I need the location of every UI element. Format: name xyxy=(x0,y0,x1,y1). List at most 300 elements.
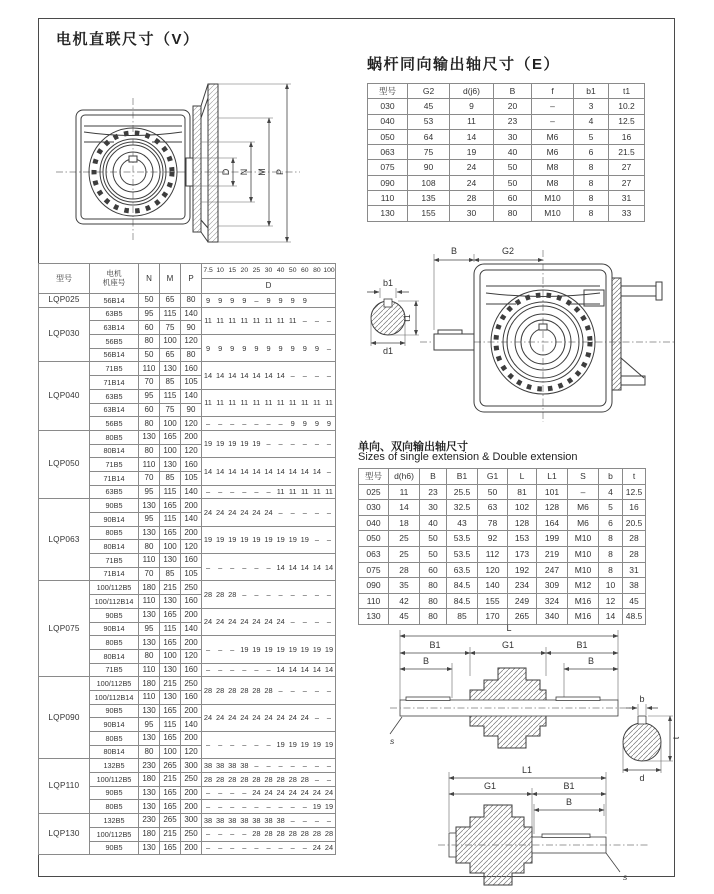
ext-table-header: B xyxy=(420,469,447,485)
d-value: – xyxy=(278,418,283,428)
worm-table-cell: 110 xyxy=(368,191,408,206)
d-value: – xyxy=(218,829,223,839)
worm-table-cell: 063 xyxy=(368,145,408,160)
worm-table-cell: M6 xyxy=(532,145,574,160)
dim-cell: 80 xyxy=(181,348,202,362)
d-value: – xyxy=(218,418,223,428)
d-value: – xyxy=(326,761,332,771)
dim-cell: 250 xyxy=(181,677,202,691)
d-value: 100 xyxy=(323,266,335,274)
worm-table-cell: 30 xyxy=(494,129,532,144)
d-value: 11 xyxy=(288,316,297,326)
d-value: 19 xyxy=(228,439,237,449)
d-value: 14 xyxy=(324,665,334,675)
dim-cell: 130 xyxy=(139,786,160,800)
d-values-cell xyxy=(202,800,336,814)
d-value: 9 xyxy=(278,295,283,305)
worm-table-cell: M8 xyxy=(532,175,574,190)
d-value: – xyxy=(242,843,247,853)
d-value: – xyxy=(254,665,259,675)
dim-cell: 215 xyxy=(160,581,181,595)
d-value: 19 xyxy=(216,535,225,545)
d-value: – xyxy=(205,562,211,572)
dim-cell: 265 xyxy=(160,759,181,773)
dim-cell: 230 xyxy=(139,814,160,828)
ext-table-cell: 25 xyxy=(389,531,420,547)
dim-cell: 200 xyxy=(181,786,202,800)
d-value: – xyxy=(302,815,307,825)
d-value: 38 xyxy=(228,815,237,825)
d-value: 11 xyxy=(313,487,321,497)
d-value: – xyxy=(326,774,332,784)
ext-table-cell: 128 xyxy=(537,500,568,516)
dim-cell: 85 xyxy=(160,567,181,581)
d-value: 25 xyxy=(252,266,261,274)
d-value: 9 xyxy=(314,343,319,353)
ext-table-cell: 42 xyxy=(389,593,420,609)
dim-cell: 160 xyxy=(181,690,202,704)
worm-table-cell: 050 xyxy=(368,129,408,144)
d-value: 9 xyxy=(302,295,307,305)
d-value: – xyxy=(290,761,295,771)
ext-table-cell: 249 xyxy=(508,593,537,609)
ext-table-cell: 16 xyxy=(623,500,646,516)
ext-table-cell: 28 xyxy=(623,546,646,562)
d-value: 9 xyxy=(218,343,223,353)
ext-table-cell: 199 xyxy=(537,531,568,547)
worm-table-cell: M8 xyxy=(532,160,574,175)
d-value: 14 xyxy=(252,466,261,476)
table-row xyxy=(368,129,645,144)
d-value: 24 xyxy=(288,713,297,723)
ext-table-cell: M10 xyxy=(568,546,599,562)
d-value: 14 xyxy=(216,466,225,476)
d-value: 9 xyxy=(302,418,307,428)
leader-label-s-double: s xyxy=(390,736,395,746)
worm-table-cell: 8 xyxy=(574,175,609,190)
ext-table-cell: 53.5 xyxy=(447,546,478,562)
d-value: 9 xyxy=(205,343,211,353)
ext-table-cell: 173 xyxy=(508,546,537,562)
dim-cell: 120 xyxy=(181,540,202,554)
d-value: – xyxy=(290,370,295,380)
ext-table-header: 型号 xyxy=(359,469,389,485)
d-value: 24 xyxy=(252,507,261,517)
d-value: 19 xyxy=(324,802,334,812)
d-value: – xyxy=(266,418,271,428)
d-value: – xyxy=(218,802,223,812)
d-values-cell xyxy=(202,389,336,416)
frame-cell: 90B14 xyxy=(90,718,139,732)
d-value: 11 xyxy=(228,398,237,408)
worm-table-cell: 75 xyxy=(408,145,450,160)
dim-cell: 160 xyxy=(181,595,202,609)
model-cell: LQP075 xyxy=(39,581,90,677)
d-value: 11 xyxy=(264,398,273,408)
worm-output-shaft-table xyxy=(367,83,645,222)
d-value: 11 xyxy=(216,316,224,326)
d-value: 20 xyxy=(240,266,249,274)
d-value: – xyxy=(278,761,283,771)
dim-cell: 115 xyxy=(160,307,181,321)
d-values-cell xyxy=(202,732,336,759)
d-value: 19 xyxy=(228,535,237,545)
frame-cell: 90B14 xyxy=(90,513,139,527)
ext-table-cell: 45 xyxy=(389,609,420,625)
dim-cell: 130 xyxy=(139,608,160,622)
dim-label-b1-left: B1 xyxy=(429,640,441,650)
d-value: 11 xyxy=(288,487,297,497)
d-value: 24 xyxy=(216,713,225,723)
ext-table-cell: 28 xyxy=(389,562,420,578)
d-values-cell xyxy=(202,608,336,635)
ext-table-cell: M6 xyxy=(568,515,599,531)
worm-table-header: t1 xyxy=(609,84,645,99)
dim-cell: 65 xyxy=(160,348,181,362)
worm-table-cell: 19 xyxy=(450,145,494,160)
d-value: – xyxy=(314,316,319,326)
worm-table-cell: M10 xyxy=(532,191,574,206)
d-value: 24 xyxy=(240,713,249,723)
d-value: 9 xyxy=(290,343,295,353)
d-value: 24 xyxy=(203,617,213,627)
d-value: 28 xyxy=(203,685,213,695)
d-value: – xyxy=(326,507,332,517)
worm-table-cell: 030 xyxy=(368,99,408,114)
d-value: 11 xyxy=(228,316,237,326)
table-row xyxy=(359,562,646,578)
ext-table-cell: 153 xyxy=(508,531,537,547)
frame-cell: 100/112B5 xyxy=(90,581,139,595)
d-value: – xyxy=(302,370,307,380)
d-value: – xyxy=(205,644,211,654)
dim-cell: 130 xyxy=(160,595,181,609)
dim-label-b-left: B xyxy=(422,656,430,666)
d-value: 14 xyxy=(216,370,225,380)
dim-cell: 75 xyxy=(160,403,181,417)
d-value: 9 xyxy=(218,295,223,305)
d-value: 60 xyxy=(301,266,309,274)
d-value: – xyxy=(314,761,319,771)
d-value: – xyxy=(266,487,271,497)
dim-cell: 110 xyxy=(139,690,160,704)
dim-cell: 200 xyxy=(181,841,202,855)
dim-cell: 70 xyxy=(139,376,160,390)
d-value: 19 xyxy=(312,740,321,750)
d-value: 19 xyxy=(276,535,285,545)
dim-cell: 130 xyxy=(160,362,181,376)
d-value: – xyxy=(302,507,307,517)
d-value: – xyxy=(314,589,319,599)
d-value: 24 xyxy=(216,617,225,627)
d-value: 11 xyxy=(216,398,224,408)
dim-cell: 230 xyxy=(139,759,160,773)
dim-cell: 300 xyxy=(181,759,202,773)
d-value: 24 xyxy=(240,507,249,517)
d-value: 9 xyxy=(242,343,247,353)
d-value: 11 xyxy=(300,487,309,497)
dim-cell: 200 xyxy=(181,732,202,746)
d-values-cell xyxy=(202,581,336,608)
ext-table-cell: 050 xyxy=(359,531,389,547)
dim-label-b-right: B xyxy=(587,656,595,666)
d-value: 80 xyxy=(313,266,321,274)
frame-cell: 100/112B5 xyxy=(90,827,139,841)
d-value: 9 xyxy=(290,295,295,305)
d-value: 9 xyxy=(278,343,283,353)
d-value: – xyxy=(314,535,319,545)
ext-table-cell: M10 xyxy=(568,562,599,578)
d-value: 28 xyxy=(240,774,249,784)
worm-table-cell: 53 xyxy=(408,114,450,129)
dim-cell: 110 xyxy=(139,595,160,609)
dim-cell: 200 xyxy=(181,526,202,540)
dim-cell: 215 xyxy=(160,773,181,787)
dim-cell: 90 xyxy=(181,403,202,417)
d-value: – xyxy=(314,617,319,627)
ext-table-cell: 12.5 xyxy=(623,484,646,500)
ext-table-cell: 80 xyxy=(420,593,447,609)
dim-cell: 115 xyxy=(160,513,181,527)
d-value: 11 xyxy=(252,316,261,326)
d-value: 24 xyxy=(276,617,285,627)
dim-cell: 95 xyxy=(139,513,160,527)
table-row xyxy=(368,114,645,129)
d-values-cell xyxy=(202,485,336,499)
dim-cell: 115 xyxy=(160,485,181,499)
model-cell: LQP030 xyxy=(39,307,90,362)
d-value: 38 xyxy=(252,815,261,825)
worm-table-cell: 45 xyxy=(408,99,450,114)
motor-dimension-table xyxy=(38,263,336,855)
d-values-cell xyxy=(202,759,336,773)
d-value: 19 xyxy=(252,535,261,545)
d-value: 11 xyxy=(300,398,309,408)
dim-cell: 115 xyxy=(160,718,181,732)
dim-cell: 165 xyxy=(160,800,181,814)
d-value: – xyxy=(242,418,247,428)
d-value: – xyxy=(326,370,332,380)
table-row xyxy=(39,430,336,444)
dim-cell: 105 xyxy=(181,376,202,390)
worm-table-cell: 90 xyxy=(408,160,450,175)
d-value: 14 xyxy=(240,466,249,476)
worm-table-cell: 23 xyxy=(494,114,532,129)
d-value: 14 xyxy=(300,562,309,572)
d-value: – xyxy=(326,685,332,695)
d-value: 38 xyxy=(203,761,213,771)
d-values-cell xyxy=(202,636,336,663)
d-value: 28 xyxy=(240,685,249,695)
model-cell: LQP025 xyxy=(39,294,90,308)
ext-table-cell: 28 xyxy=(623,531,646,547)
d-value: – xyxy=(230,562,235,572)
d-value: – xyxy=(205,740,211,750)
ext-table-cell: 130 xyxy=(359,609,389,625)
ext-table-cell: 112 xyxy=(478,546,508,562)
ext-table-cell: 35 xyxy=(389,578,420,594)
dim-cell: 95 xyxy=(139,622,160,636)
worm-table-cell: 16 xyxy=(609,129,645,144)
dim-label-p: P xyxy=(275,168,285,176)
ext-table-cell: 025 xyxy=(359,484,389,500)
worm-table-cell: 11 xyxy=(450,114,494,129)
worm-table-cell: 130 xyxy=(368,206,408,221)
worm-table-cell: 64 xyxy=(408,129,450,144)
d-value: 24 xyxy=(276,713,285,723)
dim-cell: 165 xyxy=(160,786,181,800)
d-value: – xyxy=(278,802,283,812)
dim-cell: 80 xyxy=(139,649,160,663)
d-value: 40 xyxy=(276,266,285,274)
col-header-p: P xyxy=(181,264,202,294)
d-value: – xyxy=(290,815,295,825)
table-row xyxy=(368,160,645,175)
ext-table-cell: 265 xyxy=(508,609,537,625)
table-row xyxy=(39,581,336,595)
d-values-cell xyxy=(202,307,336,334)
d-value: – xyxy=(242,589,247,599)
d-value: 28 xyxy=(264,685,273,695)
dim-cell: 130 xyxy=(139,732,160,746)
ext-table-cell: 075 xyxy=(359,562,389,578)
dim-cell: 80 xyxy=(181,294,202,308)
worm-table-cell: 33 xyxy=(609,206,645,221)
frame-cell: 100/112B5 xyxy=(90,773,139,787)
worm-table-cell: 12.5 xyxy=(609,114,645,129)
ext-table-header: t xyxy=(623,469,646,485)
dim-cell: 130 xyxy=(139,526,160,540)
d-values-cell xyxy=(202,417,336,431)
d-value: 14 xyxy=(228,370,237,380)
d-value: 24 xyxy=(264,617,273,627)
dim-cell: 200 xyxy=(181,636,202,650)
d-value: – xyxy=(302,316,307,326)
frame-cell: 100/112B14 xyxy=(90,690,139,704)
ext-table-cell: 45 xyxy=(623,593,646,609)
col-header-d: D xyxy=(202,279,336,294)
d-value: – xyxy=(254,802,259,812)
dim-cell: 110 xyxy=(139,663,160,677)
ext-table-cell: 6 xyxy=(599,515,623,531)
d-value: 24 xyxy=(264,507,273,517)
d-value: – xyxy=(205,665,211,675)
dim-cell: 130 xyxy=(160,554,181,568)
d-value: 19 xyxy=(252,644,261,654)
ext-table-cell: 063 xyxy=(359,546,389,562)
frame-cell: 63B5 xyxy=(90,307,139,321)
dim-cell: 85 xyxy=(160,471,181,485)
dim-cell: 100 xyxy=(160,540,181,554)
dim-label-g1-single: G1 xyxy=(483,781,497,791)
ext-table-cell: 50 xyxy=(478,484,508,500)
d-value: – xyxy=(242,802,247,812)
worm-table-header: G2 xyxy=(408,84,450,99)
d-value: 11 xyxy=(276,316,285,326)
dim-label-g1: G1 xyxy=(501,640,515,650)
d-value: 24 xyxy=(252,713,261,723)
d-value: – xyxy=(278,589,283,599)
d-value: – xyxy=(230,487,235,497)
d-value: – xyxy=(278,439,283,449)
d-value: – xyxy=(266,740,271,750)
ext-table-cell: 50 xyxy=(420,546,447,562)
worm-table-cell: 8 xyxy=(574,191,609,206)
dim-cell: 160 xyxy=(181,362,202,376)
d-value: 11 xyxy=(288,398,297,408)
dim-cell: 95 xyxy=(139,718,160,732)
dim-label-d-flange: D xyxy=(221,168,231,176)
dim-cell: 130 xyxy=(139,800,160,814)
ext-table-cell: 5 xyxy=(599,500,623,516)
section-e-title: 蜗杆同向输出轴尺寸（E） xyxy=(367,56,561,73)
worm-table-cell: 60 xyxy=(494,191,532,206)
table-row xyxy=(359,515,646,531)
ext-table-cell: 18 xyxy=(389,515,420,531)
d-value: 28 xyxy=(264,829,273,839)
dim-label-l: L xyxy=(506,623,512,633)
dim-label-b-single: B xyxy=(565,797,573,807)
dim-cell: 90 xyxy=(181,321,202,335)
d-value: 19 xyxy=(312,802,321,812)
d-value: 19 xyxy=(324,644,334,654)
d-value: – xyxy=(254,740,259,750)
d-value: 14 xyxy=(300,665,309,675)
dim-cell: 160 xyxy=(181,663,202,677)
dim-cell: 105 xyxy=(181,567,202,581)
worm-table-header: b1 xyxy=(574,84,609,99)
d-value: 28 xyxy=(264,774,273,784)
dim-cell: 165 xyxy=(160,430,181,444)
ext-table-header: d(h6) xyxy=(389,469,420,485)
motor-direct-mount-drawing xyxy=(48,66,308,258)
frame-cell: 80B14 xyxy=(90,649,139,663)
dim-cell: 75 xyxy=(160,321,181,335)
ext-table-cell: 030 xyxy=(359,500,389,516)
dim-cell: 100 xyxy=(160,745,181,759)
d-value: 15 xyxy=(228,266,237,274)
ext-table-cell: 140 xyxy=(478,578,508,594)
d-value: 19 xyxy=(324,740,334,750)
dim-cell: 130 xyxy=(160,458,181,472)
d-value: – xyxy=(266,802,271,812)
output-shaft-drawings xyxy=(388,620,690,888)
ext-table-cell: M12 xyxy=(568,578,599,594)
d-value: 24 xyxy=(324,843,334,853)
ext-table-cell: 128 xyxy=(508,515,537,531)
d-value: – xyxy=(326,466,332,476)
d-value: 9 xyxy=(266,343,271,353)
dim-cell: 80 xyxy=(139,444,160,458)
dim-cell: 300 xyxy=(181,814,202,828)
col-header-frame-line2: 机座号 xyxy=(102,277,126,287)
d-value: – xyxy=(254,295,259,305)
d-value: 14 xyxy=(324,562,334,572)
d-value: – xyxy=(290,685,295,695)
dim-cell: 115 xyxy=(160,622,181,636)
worm-table-cell: 3 xyxy=(574,99,609,114)
d-value: 28 xyxy=(216,774,225,784)
d-value: 50 xyxy=(288,266,297,274)
d-value: 9 xyxy=(314,418,319,428)
d-value: 38 xyxy=(240,815,249,825)
d-value: – xyxy=(266,562,271,572)
ext-table-cell: 11 xyxy=(389,484,420,500)
dim-cell: 140 xyxy=(181,513,202,527)
d-value: 14 xyxy=(252,370,261,380)
d-value: 19 xyxy=(203,535,213,545)
d-value: – xyxy=(266,843,271,853)
